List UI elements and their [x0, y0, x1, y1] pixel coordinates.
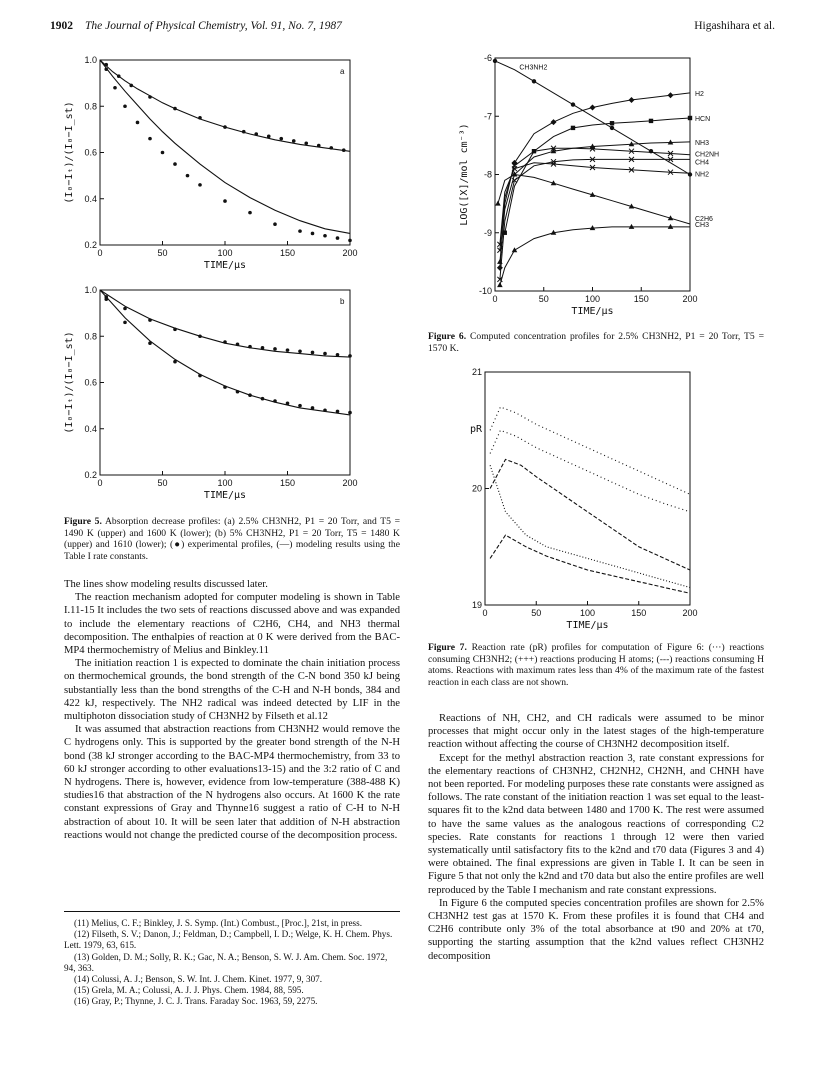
data-point: [311, 351, 315, 355]
data-point: [273, 399, 277, 403]
data-point: [336, 410, 340, 414]
data-point: [329, 146, 333, 150]
data-point: [267, 135, 271, 139]
data-point: [292, 139, 296, 143]
species-curve: [500, 159, 690, 279]
right-column-text: [428, 712, 764, 963]
figure7-chart: [440, 362, 770, 642]
species-label: H2: [695, 90, 704, 98]
data-point: [223, 385, 227, 389]
data-point: [348, 239, 352, 243]
paragraph: The lines show modeling results discussed later.: [64, 579, 268, 590]
x-tick-label: 50: [531, 608, 542, 618]
running-authors: Higashihara et al.: [694, 20, 775, 32]
figure6-caption: Figure 6. Computed concentration profiles for 2.5% CH3NH2, P1 = 20 Torr, T5 = 1570 K.: [428, 331, 764, 354]
data-point: [336, 236, 340, 240]
species-marker: [610, 121, 614, 125]
species-curve: [495, 61, 690, 175]
x-axis-label: TIME/μs: [566, 620, 609, 631]
x-axis-label: TIME/μs: [571, 306, 614, 317]
data-point: [236, 343, 240, 347]
x-tick-label: 150: [279, 248, 296, 258]
y-tick-label: 0.6: [84, 147, 97, 158]
x-tick-label: 200: [682, 294, 698, 304]
reference: (16) Gray, P.; Thynne, J. C. J. Trans. Faraday Soc. 1963, 59, 2275.: [74, 996, 318, 1007]
x-tick-label: 0: [97, 248, 103, 258]
y-tick-label: -8: [483, 169, 492, 180]
data-point: [323, 234, 327, 238]
y-axis-label: (I₀−Iₜ)/(I₀−I_st): [64, 331, 75, 434]
data-point: [161, 151, 165, 155]
journal-title: The Journal of Physical Chemistry, Vol. 91, No. 7, 1987: [85, 20, 342, 32]
data-point: [342, 148, 346, 152]
panel-letter: b: [340, 297, 345, 306]
data-point: [173, 360, 177, 364]
species-marker: [493, 59, 497, 63]
data-point: [223, 125, 227, 129]
data-point: [248, 345, 252, 349]
data-point: [117, 74, 121, 78]
data-point: [129, 84, 133, 88]
y-tick-label: 0.2: [84, 470, 97, 480]
data-point: [173, 107, 177, 111]
data-point: [123, 104, 127, 108]
y-axis-label: (I₀−Iₜ)/(I₀−I_st): [64, 101, 75, 204]
species-marker: [497, 265, 503, 271]
x-tick-label: 200: [682, 608, 698, 618]
y-tick-label: 0.6: [84, 377, 97, 388]
species-marker: [512, 160, 518, 166]
species-marker: [649, 119, 653, 123]
species-curve: [500, 148, 690, 250]
data-point: [286, 348, 290, 352]
figure6-chart: [440, 48, 770, 328]
species-marker: [497, 282, 503, 287]
species-label: NH3: [695, 139, 710, 147]
species-marker: [512, 247, 518, 252]
x-tick-label: 0: [97, 478, 103, 488]
x-tick-label: 100: [584, 294, 601, 304]
data-point: [198, 334, 202, 338]
reference: (13) Golden, D. M.; Solly, R. K.; Gac, N. A.; Benson, S. W. J. Am. Chem. Soc. 1972, 94, 363.: [64, 951, 388, 973]
data-point: [104, 67, 108, 71]
page-number: 1902: [50, 20, 73, 32]
data-point: [311, 406, 315, 410]
panel-letter: a: [340, 67, 345, 76]
y-tick-label: -9: [483, 227, 492, 238]
species-marker: [629, 97, 635, 103]
y-tick-label: 1.0: [84, 285, 97, 295]
paragraph: It was assumed that abstraction reactions from CH3NH2 would remove the C hydrogens only. This is supported by the greater bond strength of the N-H bond (38 kJ stronger according to the BAC-MP4 thermochemistry, from 33 to 60 kJ stronger according to other evaluations13-15) and the 3:2 ratio of C and N hydrogens. There is, however, evidence from low-temperature (388-488 K) studies16 that abstraction of the N hydrogens also occurs. At 1600 K the rate constant expressions of Gray and Thynne16 suggest a ratio of C-H to N-H abstraction of about 10. It will be seen later that addition of N-H abstraction reactions would not change the predicted course of the decomposition process.: [64, 724, 400, 841]
data-point: [248, 393, 252, 397]
data-point: [123, 321, 127, 325]
data-point: [136, 121, 140, 125]
species-curve: [500, 227, 690, 285]
rate-curve: [490, 430, 690, 512]
data-point: [348, 354, 352, 358]
data-point: [261, 346, 265, 350]
x-tick-label: 50: [538, 294, 549, 304]
data-point: [123, 307, 127, 311]
data-point: [286, 402, 290, 406]
x-tick-label: 0: [492, 294, 498, 304]
y-tick-label: 0.4: [84, 423, 97, 434]
data-point: [148, 318, 152, 322]
y-tick-label: 21: [471, 367, 482, 377]
data-point: [298, 404, 302, 408]
paragraph: Reactions of NH, CH2, and CH radicals were assumed to be minor processes that might occur only in the latest stages of the high-temperature reaction without affecting the course of CH3NH2 decomposition itself.: [428, 713, 764, 751]
x-tick-label: 50: [157, 248, 168, 258]
x-tick-label: 150: [633, 294, 649, 304]
species-label: CH3: [695, 222, 710, 230]
data-point: [104, 297, 108, 301]
data-point: [198, 374, 202, 378]
figure5b-chart: [60, 285, 380, 515]
species-marker: [571, 102, 575, 106]
species-label: C2H6: [695, 216, 713, 224]
data-point: [242, 130, 246, 134]
rate-curve: [490, 459, 690, 570]
x-axis-label: TIME/μs: [203, 260, 247, 271]
y-tick-label: -7: [483, 111, 492, 122]
rate-curve: [490, 407, 690, 494]
data-point: [223, 199, 227, 203]
data-point: [273, 347, 277, 351]
species-label: HCN: [695, 115, 711, 123]
data-point: [148, 95, 152, 99]
data-point: [236, 390, 240, 394]
figure7-caption: Figure 7. Reaction rate (pR) profiles for computation of Figure 6: (···) reactions consuming CH3NH2; (+++) reactions producing H atoms; (---) reactions consuming H atoms. Reactions with maximum rates less than 4% of the maximum rate of the fastest reaction in each class are not shown.: [428, 642, 764, 688]
reference: (12) Filseth, S. V.; Danon, J.; Feldman, D.; Campbell, I. D.; Welge, K. H. Chem. Phys. Lett. 1979, 63, 615.: [64, 929, 393, 951]
figure5a-chart: [60, 55, 380, 285]
references: [64, 918, 400, 1008]
x-tick-label: 200: [342, 478, 358, 488]
data-point: [254, 132, 258, 136]
x-tick-label: 100: [217, 478, 233, 488]
data-point: [311, 232, 315, 236]
paragraph: Except for the methyl abstraction reaction 3, rate constant expressions for the elementary reactions of CH3NH2, CH2NH2, CH2NH, and CHNH have not been reported. For modeling purposes these rate constants were assigned as follows. The rate constant of the initiation reaction 1 was set equal to the least-squares fit to the k2nd data between 1480 and 1700 K. The rest were assumed to have the same values as the analogous reactions of corresponding C2 species. Rate constants for reactions 1 through 12 were then varied systematically until satisfactory fits to the k2nd and t70 data (Figures 3 and 4) were obtained. The final expressions are given in Table I. It can be seen in Figure 5 that not only the k2nd and t70 data but also the entire profiles are well reproduced by the Table I mechanism and rate constant expressions.: [428, 752, 764, 896]
x-tick-label: 150: [631, 608, 647, 618]
data-point: [348, 411, 352, 415]
y-tick-label: 0.8: [84, 331, 97, 342]
data-point: [186, 174, 190, 178]
species-label: CH2NH: [695, 151, 720, 159]
species-marker: [551, 119, 557, 125]
data-point: [336, 353, 340, 357]
data-point: [273, 222, 277, 226]
species-marker: [688, 116, 692, 120]
footnote-rule: [64, 911, 400, 912]
y-tick-label: 0.4: [84, 193, 97, 204]
data-point: [173, 328, 177, 332]
species-curve: [500, 163, 690, 245]
reference: (15) Grela, M. A.; Colussi, A. J. J. Phys. Chem. 1984, 88, 595.: [74, 985, 304, 996]
reference: (14) Colussi, A. J.; Benson, S. W. Int. J. Chem. Kinet. 1977, 9, 307.: [74, 974, 323, 985]
x-axis-label: TIME/μs: [203, 490, 247, 501]
species-marker: [532, 79, 536, 83]
x-tick-label: 50: [157, 478, 168, 488]
y-tick-label: -6: [483, 53, 492, 63]
species-label: CH3NH2: [519, 64, 548, 72]
data-point: [198, 183, 202, 187]
y-axis-label: LOG([X]/mol cm⁻³): [459, 123, 470, 226]
data-point: [173, 162, 177, 166]
species-label: CH4: [695, 159, 710, 167]
rate-curve: [490, 535, 690, 593]
paragraph: The reaction mechanism adopted for computer modeling is shown in Table I.11-15 It includes the two sets of reactions discussed above and was expanded to include the elementary reactions of C2H6, CH4, and NH3 thermal decomposition. The enthalpies of reaction at 0 K were derived from the BAC-MP4 thermochemistry of Melius and Binkley.11: [64, 592, 400, 657]
reference: (11) Melius, C. F.; Binkley, J. S. Symp. (Int.) Combust., [Proc.], 21st, in press.: [74, 918, 362, 928]
x-tick-label: 200: [342, 248, 358, 258]
paragraph: In Figure 6 the computed species concentration profiles are shown for 2.5% CH3NH2 test gas at 1570 K. From these profiles it is found that CH4 and C2H6 contribute only 3% of the total absorbance at t90 and 20% at t70, supporting the starting assumption that the k2nd values reflect CH3NH2 decomposition: [428, 897, 764, 962]
data-point: [261, 397, 265, 401]
data-point: [198, 116, 202, 120]
x-tick-label: 150: [279, 478, 296, 488]
x-tick-label: 100: [579, 608, 596, 618]
plot-frame: [495, 58, 690, 291]
data-point: [304, 141, 308, 145]
y-tick-label: 1.0: [84, 55, 97, 65]
x-tick-label: 100: [217, 248, 233, 258]
data-point: [298, 229, 302, 233]
plot-frame: [100, 290, 350, 475]
species-marker: [571, 126, 575, 130]
y-axis-label: pR: [470, 424, 483, 435]
rate-curve: [490, 465, 690, 587]
species-marker: [590, 105, 596, 111]
y-tick-label: 20: [471, 483, 482, 494]
figure5-caption: Figure 5. Absorption decrease profiles: (a) 2.5% CH3NH2, P1 = 20 Torr, and T5 = 1490 K (upper) and 1600 K (lower); (b) 5% CH3NH2, P1 = 20 Torr, T5 = 1480 K (upper) and 1610 (lower); (●) experimental profiles, (—) modeling results using the Table I rate constants.: [64, 516, 400, 562]
species-marker: [668, 92, 674, 98]
species-marker: [495, 201, 501, 206]
data-point: [248, 211, 252, 215]
model-curve: [100, 290, 350, 357]
data-point: [317, 144, 321, 148]
y-tick-label: 19: [471, 600, 482, 610]
data-point: [298, 349, 302, 353]
data-point: [148, 137, 152, 141]
data-point: [279, 137, 283, 141]
species-label: NH2: [695, 171, 710, 179]
data-point: [323, 352, 327, 356]
y-tick-label: 0.2: [84, 240, 97, 250]
species-marker: [610, 126, 614, 130]
data-point: [148, 341, 152, 345]
plot-frame: [100, 60, 350, 245]
data-point: [323, 408, 327, 412]
data-point: [223, 340, 227, 344]
y-tick-label: 0.8: [84, 101, 97, 112]
x-tick-label: 0: [482, 608, 488, 618]
paragraph: The initiation reaction 1 is expected to dominate the chain initiation process on thermochemical grounds, the bond strength of the C-N bond 350 kJ being substantially less than the bond strengths of the C-H and N-H bonds, 384 and 422 kJ, respectively. The NH2 radical was indeed detected by LIF in the multiphoton dissociation study of CH3NH2 by Filseth et al.12: [64, 658, 400, 723]
left-column-text: [64, 578, 400, 842]
species-curve: [498, 175, 690, 225]
y-tick-label: -10: [478, 286, 492, 296]
data-point: [104, 63, 108, 67]
data-point: [113, 86, 117, 90]
